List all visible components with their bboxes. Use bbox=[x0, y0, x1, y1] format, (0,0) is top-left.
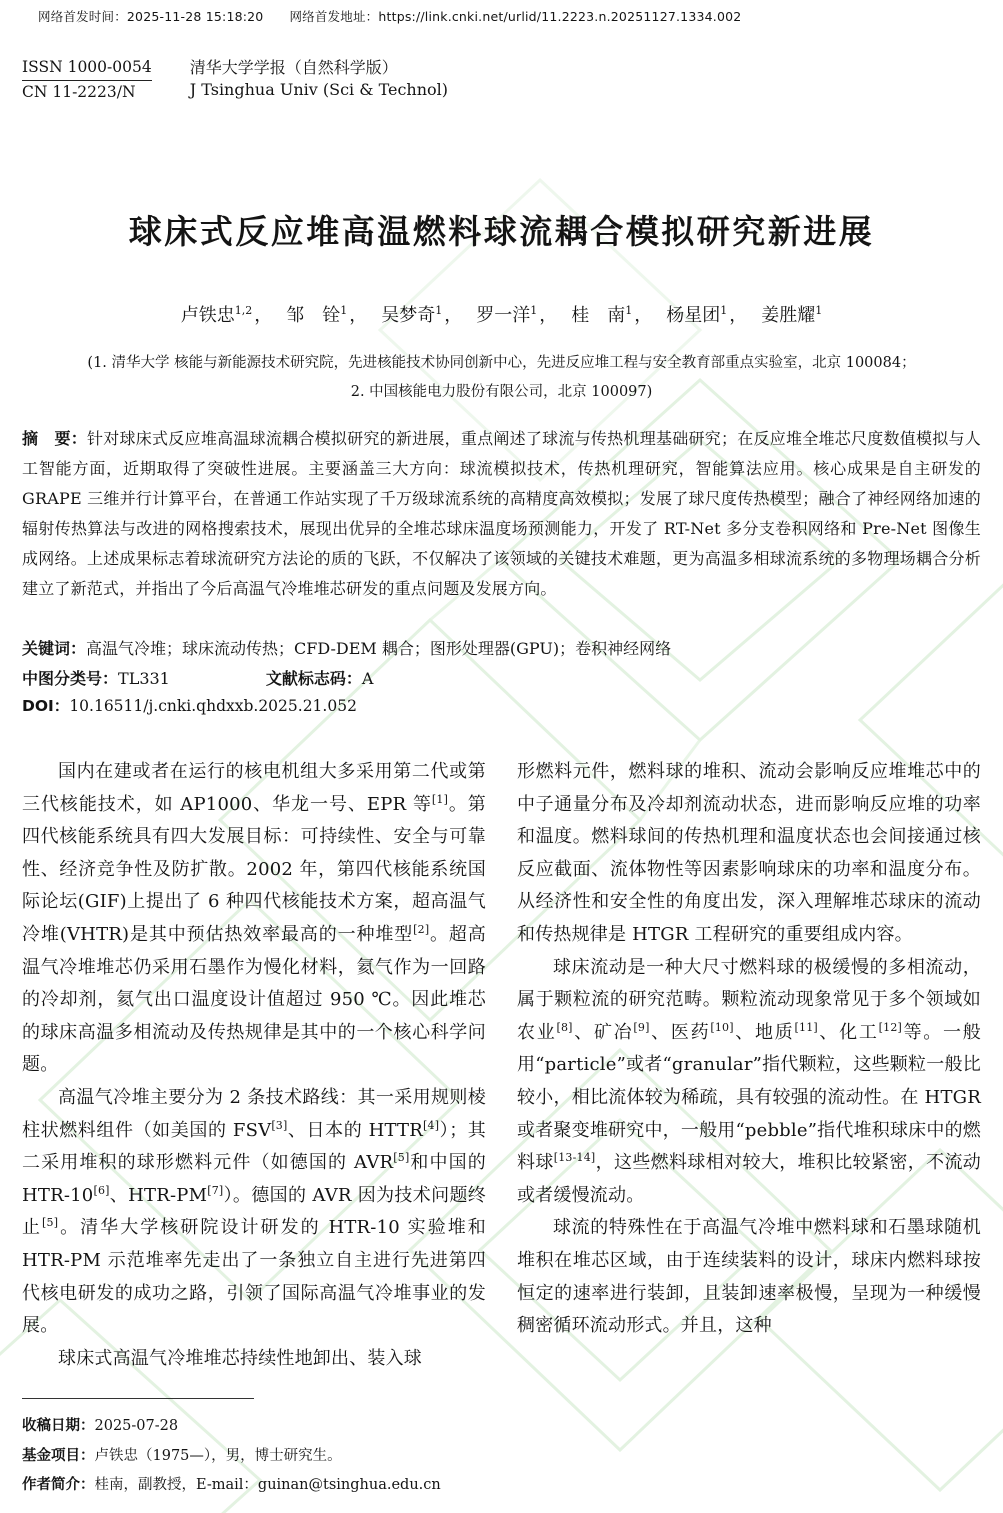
affiliations bbox=[0, 349, 1003, 407]
clc-label: 中图分类号： bbox=[22, 669, 119, 688]
author-name: 卢铁忠 bbox=[180, 305, 235, 326]
paragraph: 球流的特殊性在于高温气冷堆中燃料球和石墨球随机堆积在堆芯区域，由于连续装料的设计，球床内燃料球按恒定的速率进行装卸，且装卸速率极慢，呈现为一种缓慢稠密循环流动形式。并且，这种 bbox=[517, 1217, 981, 1337]
author bbox=[761, 305, 822, 326]
cn-number: CN 11-2223/N bbox=[22, 83, 136, 101]
footnote-line-received bbox=[22, 1412, 662, 1442]
net-publish-address bbox=[289, 9, 741, 24]
footnote-text: 2025-07-28 bbox=[94, 1418, 179, 1434]
abstract-text: 针对球床式反应堆高温球流耦合模拟研究的新进展，重点阐述了球流与传热机理基础研究；在反应堆全堆芯尺度数值模拟与人工智能方面，近期取得了突破性进展。主要涵盖三大方向：球流模拟技术，传热机理研究，智能算法应用。核心成果是自主研发的 GRAPE 三维并行计算平台，在普通工作站实现了千万级球流系统的高精度高效模拟；发展了球尺度传热模型；融合了神经网络加速的辐射传热算法与改进的网格搜索技术，展现出优异的全堆芯球床温度场预测能力，开发了 RT-Net 多分支卷积网络和 Pre-Net 图像生成网络。上述成果标志着球流研究方法论的质的飞跃，不仅解决了该领域的关键技术难题，更为高温多相球流系统的多物理场耦合分析建立了新范式，并指出了今后高温气冷堆堆芯研发的重点问题及发展方向。 bbox=[22, 429, 981, 598]
author-name: 罗一洋 bbox=[476, 305, 531, 326]
left-column bbox=[22, 756, 486, 1375]
paragraph: 球床式高温气冷堆堆芯持续性地卸出、装入球 bbox=[58, 1347, 422, 1369]
author-name: 吴梦奇 bbox=[381, 305, 436, 326]
affiliation-line-2: 2. 中国核能电力股份有限公司，北京 100097) bbox=[350, 384, 653, 400]
author-affiliation-sup: 1 bbox=[530, 304, 538, 317]
issn-number: ISSN 1000-0054 bbox=[22, 57, 152, 81]
author-name: 桂 南 bbox=[571, 305, 626, 326]
author-affiliation-sup: 1,2 bbox=[234, 304, 253, 317]
footnote-label: 基金项目： bbox=[22, 1447, 95, 1464]
footnote-label: 收稿日期： bbox=[22, 1418, 95, 1434]
author-name: 姜胜耀 bbox=[761, 305, 816, 326]
author bbox=[286, 305, 367, 326]
clc-value: TL331 bbox=[118, 669, 170, 688]
net-publish-header bbox=[38, 7, 983, 25]
net-publish-time-label: 网络首发时间： bbox=[38, 9, 127, 24]
doc-code-label: 文献标志码： bbox=[265, 669, 362, 688]
issn-block bbox=[22, 57, 152, 103]
journal-name-block bbox=[190, 57, 448, 100]
doi-value: 10.16511/j.cnki.qhdxxb.2025.21.052 bbox=[69, 697, 357, 715]
journal-name-cn: 清华大学学报（自然科学版） bbox=[189, 58, 398, 77]
author-affiliation-sup: 1 bbox=[625, 304, 633, 317]
footnote-line-author-bio bbox=[22, 1471, 662, 1501]
author bbox=[381, 305, 462, 326]
abstract-label: 摘 要： bbox=[22, 429, 88, 448]
right-column bbox=[517, 756, 981, 1375]
author-separator: ， bbox=[729, 305, 748, 326]
author-affiliation-sup: 1 bbox=[340, 304, 348, 317]
journal-name-en: J Tsinghua Univ (Sci & Technol) bbox=[189, 79, 449, 99]
paper-title: 球床式反应堆高温燃料球流耦合模拟研究新进展 bbox=[128, 212, 875, 251]
body-columns bbox=[22, 756, 981, 1375]
doi-label: DOI： bbox=[22, 697, 70, 715]
author bbox=[666, 305, 747, 326]
author-affiliation-sup: 1 bbox=[720, 304, 728, 317]
author-separator: ， bbox=[349, 305, 368, 326]
keywords-line bbox=[22, 636, 981, 659]
abstract bbox=[22, 424, 981, 604]
net-publish-address-label: 网络首发地址： bbox=[289, 9, 379, 24]
net-publish-time-value: 2025-11-28 15:18:20 bbox=[126, 9, 264, 24]
author-separator: ， bbox=[444, 305, 463, 326]
footnote-divider bbox=[22, 1398, 254, 1399]
affiliation-line-1: (1. 清华大学 核能与新能源技术研究院，先进核能技术协同创新中心，先进反应堆工程与安全教育部重点实验室，北京 100084； bbox=[87, 355, 916, 371]
footnote-block bbox=[22, 1412, 662, 1501]
net-publish-time bbox=[38, 9, 263, 24]
keywords-label: 关键词： bbox=[22, 639, 87, 658]
author bbox=[571, 305, 652, 326]
paragraph: 国内在建或者在运行的核电机组大多采用第二代或第三代核能技术，如 AP1000、华龙一号、EPR 等[1]。第四代核能系统具有四大发展目标：可持续性、安全与可靠性、经济竞争性及防扩散。2002 年，第四代核能系统国际论坛(GIF)上提出了 6 种四代核能技术方案，超高温气冷堆(VHTR)是其中预估热效率最高的一种堆型[2]。超高温气冷堆堆芯仍采用石墨作为慢化材料，氦气作为一回路的冷却剂，氦气出口温度设计值超过 950 ℃。因此堆芯的球床高温多相流动及传热规律是其中的一个核心科学问题。 bbox=[22, 761, 486, 1076]
authors-row bbox=[0, 301, 1003, 327]
footnote-line-funding bbox=[22, 1442, 662, 1472]
author-name: 杨星团 bbox=[666, 305, 721, 326]
author-separator: ， bbox=[634, 305, 653, 326]
net-publish-url: https://link.cnki.net/urlid/11.2223.n.20251127.1334.002 bbox=[378, 9, 742, 24]
author-name: 邹 铨 bbox=[286, 305, 341, 326]
footnote-label: 作者简介： bbox=[22, 1477, 95, 1493]
doi-line bbox=[22, 694, 981, 716]
author-separator: ， bbox=[254, 305, 273, 326]
paragraph: 高温气冷堆主要分为 2 条技术路线：其一采用规则棱柱状燃料组件（如美国的 FSV[3]、日本的 HTTR[4]）；其二采用堆积的球形燃料元件（如德国的 AVR[5]和中国的 HTR-10[6]、HTR-PM[7]）。德国的 AVR 因为技术问题终止[5]。清华大学核研院设计研发的 HTR-10 实验堆和 HTR-PM 示范堆率先走出了一条独立自主进行先进第四代核电研发的成功之路，引领了国际高温气冷堆事业的发展。 bbox=[22, 1086, 487, 1337]
author-affiliation-sup: 1 bbox=[815, 304, 823, 317]
masthead bbox=[22, 57, 448, 103]
paragraph: 形燃料元件，燃料球的堆积、流动会影响反应堆堆芯中的中子通量分布及冷却剂流动状态，进而影响反应堆的功率和温度。燃料球间的传热机理和温度状态也会间接通过核反应截面、流体物性等因素影响球床的功率和温度分布。从经济性和安全性的角度出发，深入理解堆芯球床的流动和传热规律是 HTGR 工程研究的重要组成内容。 bbox=[517, 761, 981, 945]
clc-line bbox=[22, 666, 981, 689]
doc-code-value: A bbox=[361, 669, 374, 688]
author-affiliation-sup: 1 bbox=[435, 304, 443, 317]
footnote-text: 卢铁忠（1975—），男，博士研究生。 bbox=[94, 1447, 342, 1464]
author bbox=[181, 305, 273, 326]
author bbox=[476, 305, 557, 326]
footnote-text: 桂南，副教授，E-mail：guinan@tsinghua.edu.cn bbox=[94, 1477, 441, 1493]
author-separator: ， bbox=[539, 305, 558, 326]
paragraph: 球床流动是一种大尺寸燃料球的极缓慢的多相流动，属于颗粒流的研究范畴。颗粒流动现象常见于多个领域如农业[8]、矿冶[9]、医药[10]、地质[11]、化工[12]等。一般用“particle”或者“granular”指代颗粒，这些颗粒一般比较小，相比流体较为稀疏，具有较强的流动性。在 HTGR 或者聚变堆研究中，一般用“pebble”指代堆积球床中的燃料球[13-14]，这些燃料球相对较大，堆积比较紧密，不流动或者缓慢流动。 bbox=[517, 956, 982, 1206]
keywords-text: 高温气冷堆；球床流动传热；CFD-DEM 耦合；图形处理器(GPU)；卷积神经网络 bbox=[86, 639, 672, 658]
